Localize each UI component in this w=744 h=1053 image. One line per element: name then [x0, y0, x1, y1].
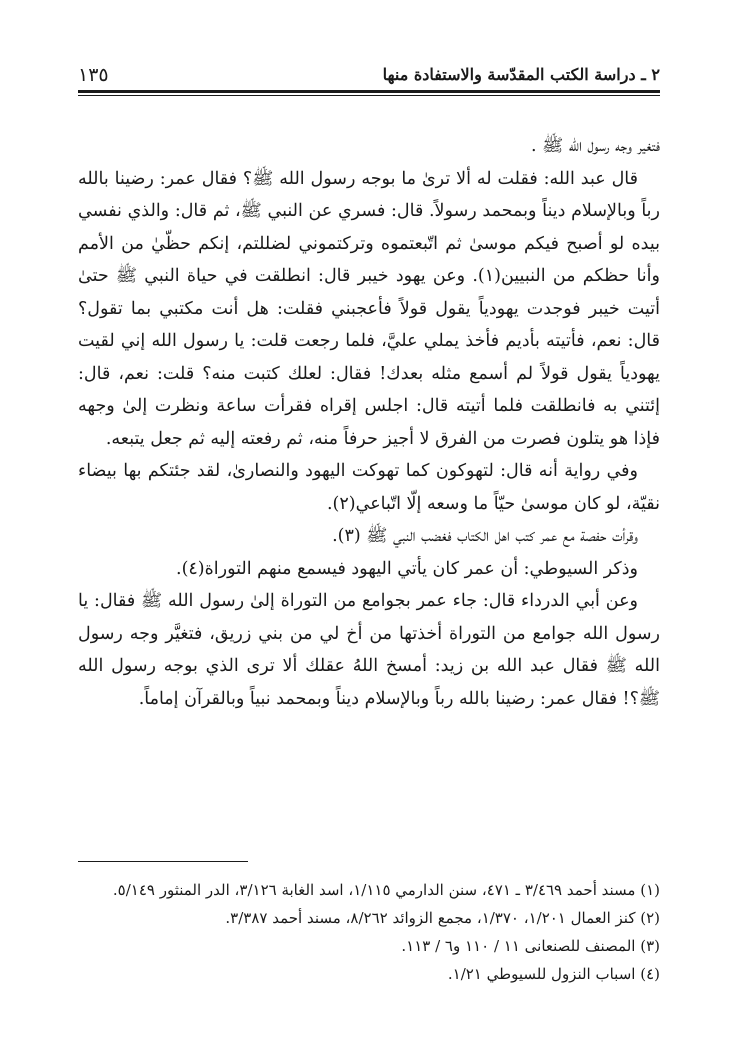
paragraph: وعن أبي الدرداء قال: جاء عمر بجوامع من التوراة إلىٰ رسول الله ﷺ فقال: يا رسول الله جوامع من التوراة أخذتها من أخ لي من بني زريق، فتغيَّر وجه رسول الله ﷺ فقال عبد الله بن زيد: أمسخ اللهُ عقلك ألا ترى الذي بوجه رسول الله ﷺ؟! فقال عمر: رضينا بالله رباً وبالإسلام ديناً وبمحمد نبياً وبالقرآن إماماً. [78, 591, 660, 709]
paragraph: وذكر السيوطي: أن عمر كان يأتي اليهود فيسمع منهم التوراة(٤). [176, 558, 638, 579]
header-rule-thin [78, 95, 660, 96]
page-number: ١٣٥ [78, 64, 109, 86]
footnotes [78, 876, 660, 988]
book-page [78, 52, 660, 1032]
paragraph: وقرأت حفصة مع عمر كتب اهل الكتاب فغضب النبي ﷺ (٣). [332, 526, 638, 546]
footnote-separator [78, 861, 248, 862]
paragraph: قال عبد الله: فقلت له ألا ترىٰ ما بوجه رسول الله ﷺ؟ فقال عمر: رضينا بالله رباً وبالإسلام ديناً وبمحمد رسولاً. قال: فسري عن النبي ﷺ، ثم قال: والذي نفسي بيده لو أصبح فيكم موسىٰ ثم اتّبعتموه وتركتموني لضللتم، إنكم حظّيٰ من الأمم وأنا حظكم من النبيين(١). وعن يهود خيبر قال: انطلقت في حياة النبي ﷺ حتىٰ أتيت خيبر فوجدت يهودياً يقول قولاً فأعجبني فقلت: هل أنت مكتبي بما تقول؟ قال: نعم، فأتيته بأديم فأخذ يملي عليَّ، فلما رجعت قلت: يا رسول الله إني لقيت يهودياً يقول قولاً لم أسمع مثله بعدك! فقال: لعلك كتبت منه؟ قلت: نعم، قال: إئتني به فانطلقت فلما أتيته قال: اجلس إقراه فقرأت ساعة ونظرت إلىٰ وجهه فإذا هو يتلون فصرت من الفرق لا أجيز حرفاً منه، ثم رفعته إليه ثم جعل يتبعه. [78, 168, 660, 449]
footnote: (١) مسند أحمد ٣/٤٦٩ ـ ٤٧١، سنن الدارمي ١/١١٥، اسد الغابة ٣/١٢٦، الدر المنثور ٥/١٤٩. [112, 881, 660, 899]
running-title: ٢ ـ دراسة الكتب المقدّسة والاستفادة منها [382, 65, 660, 84]
body-text [78, 130, 660, 715]
paragraph: فتغير وجه رسول الله ﷺ . [530, 136, 660, 156]
footnote: (٣) المصنف للصنعانى ١١ / ١١٠ و٦ / ١١٣. [401, 937, 660, 955]
paragraph: وفي رواية أنه قال: لتهوكون كما تهوكت اليهود والنصارىٰ، لقد جئتكم بها بيضاء نقيّة، لو كان موسىٰ حيّاً ما وسعه إلّا اتّباعي(٢). [78, 461, 660, 514]
page-header [78, 52, 660, 90]
footnote: (٤) اسباب النزول للسيوطي ١/٢١. [447, 965, 660, 983]
header-rule [78, 90, 660, 93]
footnote: (٢) كنز العمال ١/٢٠١، ١/٣٧٠، مجمع الزوائد ٨/٢٦٢، مسند أحمد ٣/٣٨٧. [225, 909, 660, 927]
